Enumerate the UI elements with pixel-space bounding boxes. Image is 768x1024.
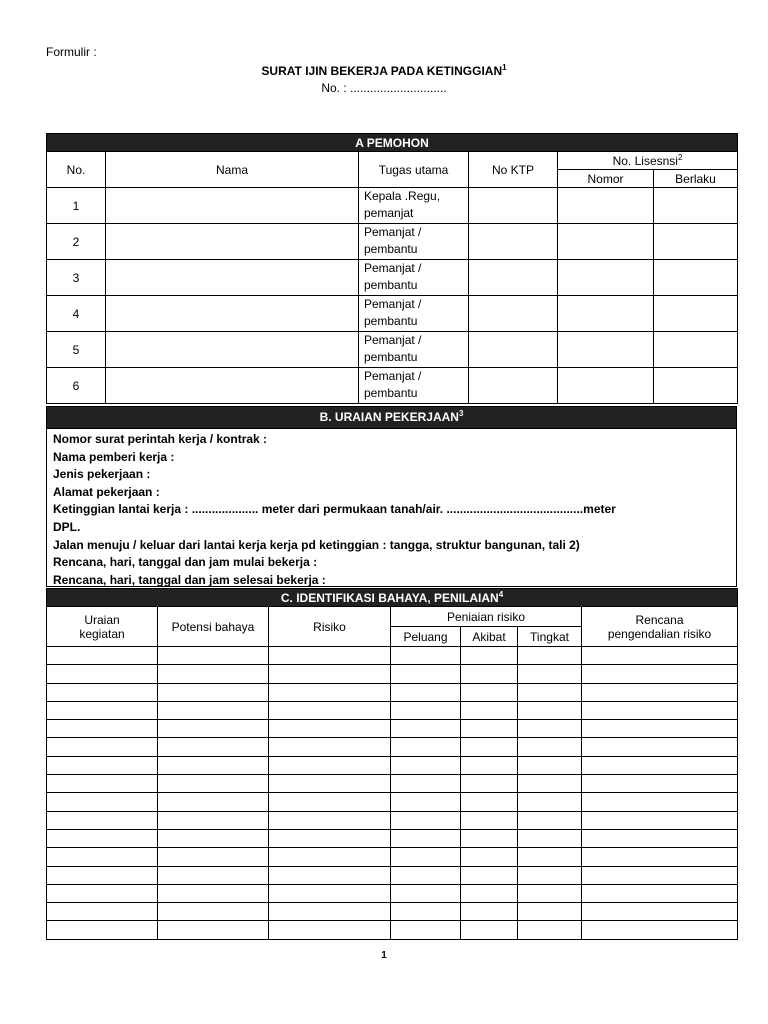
- risk-cell[interactable]: [47, 683, 158, 701]
- risk-row: [47, 829, 738, 847]
- risk-cell[interactable]: [158, 903, 269, 921]
- risk-row: [47, 811, 738, 829]
- risk-cell[interactable]: [582, 683, 738, 701]
- section-b-footnote: 3: [458, 409, 464, 418]
- uraian-line: Rencana, hari, tanggal dan jam selesai bekerja :: [53, 572, 326, 587]
- col-potensi: Potensi bahaya: [158, 607, 269, 647]
- risk-cell[interactable]: [47, 811, 158, 829]
- row-no: 4: [47, 296, 106, 332]
- nomor-cell[interactable]: [558, 260, 654, 296]
- risk-cell[interactable]: [461, 720, 518, 738]
- risk-cell[interactable]: [391, 848, 461, 866]
- berlaku-cell[interactable]: [654, 296, 738, 332]
- section-a-header: A PEMOHON: [47, 134, 738, 152]
- form-label: Formulir :: [46, 45, 97, 59]
- tugas-line-2: pemanjat: [364, 206, 414, 220]
- risk-cell[interactable]: [518, 775, 582, 793]
- tugas-line-2: pembantu: [364, 350, 418, 364]
- col-rencana: [582, 607, 738, 647]
- risk-cell[interactable]: [582, 793, 738, 811]
- identifikasi-bahaya-table: [46, 588, 738, 940]
- risk-cell[interactable]: [269, 756, 391, 774]
- risk-cell[interactable]: [158, 793, 269, 811]
- risk-cell[interactable]: [582, 701, 738, 719]
- col-no: No.: [47, 152, 106, 188]
- section-c-footnote: 4: [498, 589, 504, 599]
- risk-cell[interactable]: [269, 665, 391, 683]
- risk-cell[interactable]: [461, 884, 518, 902]
- risk-cell[interactable]: [47, 738, 158, 756]
- risk-cell[interactable]: [582, 866, 738, 884]
- nomor-cell[interactable]: [558, 332, 654, 368]
- risk-cell[interactable]: [391, 811, 461, 829]
- risk-row: [47, 903, 738, 921]
- nama-cell[interactable]: [106, 188, 359, 224]
- risk-cell[interactable]: [158, 738, 269, 756]
- risk-cell[interactable]: [461, 866, 518, 884]
- ktp-cell[interactable]: [469, 260, 558, 296]
- col-tingkat: Tingkat: [518, 627, 582, 647]
- section-b-title: B. URAIAN PEKERJAAN: [319, 410, 459, 424]
- risk-row: [47, 775, 738, 793]
- nomor-cell[interactable]: [558, 224, 654, 260]
- risk-cell[interactable]: [582, 647, 738, 665]
- risk-cell[interactable]: [582, 848, 738, 866]
- risk-cell[interactable]: [269, 848, 391, 866]
- nama-cell[interactable]: [106, 296, 359, 332]
- nama-cell[interactable]: [106, 224, 359, 260]
- row-no: 3: [47, 260, 106, 296]
- risk-row: [47, 720, 738, 738]
- col-risiko: Risiko: [269, 607, 391, 647]
- risk-cell[interactable]: [461, 647, 518, 665]
- risk-cell[interactable]: [518, 756, 582, 774]
- risk-cell[interactable]: [158, 756, 269, 774]
- tugas-line-1: Pemanjat /: [364, 333, 422, 347]
- risk-cell[interactable]: [47, 647, 158, 665]
- risk-cell[interactable]: [461, 665, 518, 683]
- risk-cell[interactable]: [269, 793, 391, 811]
- risk-cell[interactable]: [391, 775, 461, 793]
- tugas-line-1: Kepala .Regu,: [364, 189, 441, 203]
- risk-cell[interactable]: [269, 921, 391, 939]
- uraian-pekerjaan-section: [46, 406, 737, 587]
- ktp-cell[interactable]: [469, 224, 558, 260]
- berlaku-cell[interactable]: [654, 224, 738, 260]
- tugas-line-2: pembantu: [364, 314, 418, 328]
- uraian-l2: kegiatan: [79, 626, 125, 641]
- risk-cell[interactable]: [461, 921, 518, 939]
- uraian-line: Ketinggian lantai kerja : .................... meter dari permukaan tanah/air. .........................................meter: [53, 502, 616, 517]
- risk-cell[interactable]: [582, 903, 738, 921]
- risk-cell[interactable]: [518, 665, 582, 683]
- risk-cell[interactable]: [391, 921, 461, 939]
- risk-cell[interactable]: [158, 829, 269, 847]
- risk-cell[interactable]: [47, 884, 158, 902]
- uraian-line: Jalan menuju / keluar dari lantai kerja kerja pd ketinggian : tangga, struktur bangunan, tali 2): [53, 537, 580, 552]
- risk-row: [47, 866, 738, 884]
- tugas-line-2: pembantu: [364, 278, 418, 292]
- uraian-l1: Uraian: [84, 612, 120, 627]
- tugas-cell: [359, 368, 469, 404]
- risk-cell[interactable]: [461, 793, 518, 811]
- uraian-line: Rencana, hari, tanggal dan jam mulai bekerja :: [53, 555, 318, 570]
- risk-cell[interactable]: [158, 884, 269, 902]
- tugas-cell: [359, 260, 469, 296]
- row-no: 6: [47, 368, 106, 404]
- risk-cell[interactable]: [461, 738, 518, 756]
- tugas-line-1: Pemanjat /: [364, 225, 422, 239]
- risk-cell[interactable]: [582, 756, 738, 774]
- col-peluang: Peluang: [391, 627, 461, 647]
- section-c-title: C. IDENTIFIKASI BAHAYA, PENILAIAN: [280, 590, 499, 605]
- risk-cell[interactable]: [461, 811, 518, 829]
- risk-row: [47, 793, 738, 811]
- pemohon-row: [47, 260, 738, 296]
- risk-cell[interactable]: [391, 665, 461, 683]
- uraian-line: Alamat pekerjaan :: [53, 484, 160, 499]
- risk-cell[interactable]: [158, 811, 269, 829]
- tugas-line-1: Pemanjat /: [364, 261, 422, 275]
- risk-row: [47, 647, 738, 665]
- risk-cell[interactable]: [582, 921, 738, 939]
- nama-cell[interactable]: [106, 260, 359, 296]
- pemohon-row: [47, 224, 738, 260]
- risk-cell[interactable]: [461, 701, 518, 719]
- uraian-line: Nama pemberi kerja :: [53, 449, 175, 464]
- risk-cell[interactable]: [269, 738, 391, 756]
- risk-row: [47, 848, 738, 866]
- risk-row: [47, 701, 738, 719]
- risk-cell[interactable]: [269, 720, 391, 738]
- risk-cell[interactable]: [518, 829, 582, 847]
- risk-cell[interactable]: [518, 811, 582, 829]
- pemohon-row: [47, 188, 738, 224]
- tugas-cell: [359, 188, 469, 224]
- risk-cell[interactable]: [158, 665, 269, 683]
- risk-cell[interactable]: [518, 793, 582, 811]
- risk-cell[interactable]: [391, 756, 461, 774]
- risk-cell[interactable]: [582, 811, 738, 829]
- col-akibat: Akibat: [461, 627, 518, 647]
- risk-cell[interactable]: [582, 775, 738, 793]
- risk-row: [47, 665, 738, 683]
- col-uraian: [47, 607, 158, 647]
- col-lisensi: [558, 152, 738, 170]
- risk-cell[interactable]: [47, 720, 158, 738]
- risk-cell[interactable]: [518, 921, 582, 939]
- risk-cell[interactable]: [47, 921, 158, 939]
- risk-row: [47, 884, 738, 902]
- row-no: 5: [47, 332, 106, 368]
- risk-cell[interactable]: [461, 775, 518, 793]
- risk-cell[interactable]: [518, 884, 582, 902]
- risk-cell[interactable]: [158, 848, 269, 866]
- risk-cell[interactable]: [461, 829, 518, 847]
- risk-cell[interactable]: [391, 701, 461, 719]
- risk-cell[interactable]: [47, 701, 158, 719]
- risk-cell[interactable]: [158, 647, 269, 665]
- risk-cell[interactable]: [391, 738, 461, 756]
- berlaku-cell[interactable]: [654, 188, 738, 224]
- risk-cell[interactable]: [391, 683, 461, 701]
- risk-cell[interactable]: [582, 829, 738, 847]
- page-number: 1: [381, 950, 387, 961]
- tugas-cell: [359, 332, 469, 368]
- risk-cell[interactable]: [518, 647, 582, 665]
- nama-cell[interactable]: [106, 332, 359, 368]
- row-no: 1: [47, 188, 106, 224]
- tugas-line-1: Pemanjat /: [364, 369, 422, 383]
- pemohon-row: [47, 296, 738, 332]
- risk-cell[interactable]: [518, 701, 582, 719]
- risk-cell[interactable]: [518, 720, 582, 738]
- risk-cell[interactable]: [47, 756, 158, 774]
- risk-row: [47, 921, 738, 939]
- pemohon-row: [47, 368, 738, 404]
- nama-cell[interactable]: [106, 368, 359, 404]
- risk-cell[interactable]: [391, 866, 461, 884]
- risk-cell[interactable]: [518, 903, 582, 921]
- risk-cell[interactable]: [461, 848, 518, 866]
- ktp-cell[interactable]: [469, 368, 558, 404]
- berlaku-cell[interactable]: [654, 368, 738, 404]
- col-penilaian: Peniaian risiko: [391, 607, 582, 627]
- document-number: No. : .............................: [321, 81, 447, 95]
- risk-cell[interactable]: [158, 921, 269, 939]
- risk-cell[interactable]: [47, 903, 158, 921]
- col-berlaku: Berlaku: [654, 170, 738, 188]
- risk-cell[interactable]: [518, 738, 582, 756]
- tugas-line-1: Pemanjat /: [364, 297, 422, 311]
- risk-cell[interactable]: [158, 775, 269, 793]
- ktp-cell[interactable]: [469, 296, 558, 332]
- risk-cell[interactable]: [47, 793, 158, 811]
- risk-cell[interactable]: [269, 683, 391, 701]
- risk-cell[interactable]: [461, 903, 518, 921]
- risk-row: [47, 738, 738, 756]
- uraian-line: Jenis pekerjaan :: [53, 467, 151, 482]
- tugas-cell: [359, 224, 469, 260]
- rencana-l1: Rencana: [635, 612, 684, 627]
- berlaku-cell[interactable]: [654, 260, 738, 296]
- risk-cell[interactable]: [47, 775, 158, 793]
- risk-cell[interactable]: [158, 683, 269, 701]
- risk-cell[interactable]: [391, 647, 461, 665]
- risk-cell[interactable]: [269, 775, 391, 793]
- risk-cell[interactable]: [269, 829, 391, 847]
- risk-cell[interactable]: [461, 683, 518, 701]
- risk-cell[interactable]: [582, 720, 738, 738]
- section-b-header: [46, 406, 737, 429]
- risk-row: [47, 756, 738, 774]
- risk-cell[interactable]: [391, 903, 461, 921]
- risk-cell[interactable]: [391, 720, 461, 738]
- risk-cell[interactable]: [269, 903, 391, 921]
- rencana-l2: pengendalian risiko: [607, 626, 712, 641]
- risk-cell[interactable]: [158, 701, 269, 719]
- tugas-line-2: pembantu: [364, 386, 418, 400]
- title-footnote: 1: [502, 63, 507, 72]
- risk-cell[interactable]: [269, 647, 391, 665]
- risk-cell[interactable]: [582, 884, 738, 902]
- risk-cell[interactable]: [269, 811, 391, 829]
- lisensi-label: No. Lisesnsi: [612, 153, 678, 168]
- title-text: SURAT IJIN BEKERJA PADA KETINGGIAN: [261, 64, 503, 78]
- risk-cell[interactable]: [269, 866, 391, 884]
- risk-cell[interactable]: [518, 848, 582, 866]
- risk-cell[interactable]: [158, 720, 269, 738]
- document-title: [0, 64, 768, 78]
- col-nama: Nama: [106, 152, 359, 188]
- tugas-line-2: pembantu: [364, 242, 418, 256]
- risk-cell[interactable]: [47, 829, 158, 847]
- nomor-cell[interactable]: [558, 368, 654, 404]
- risk-cell[interactable]: [391, 884, 461, 902]
- berlaku-cell[interactable]: [654, 332, 738, 368]
- risk-cell[interactable]: [269, 884, 391, 902]
- lisensi-footnote: 2: [677, 152, 683, 162]
- risk-cell[interactable]: [158, 866, 269, 884]
- nomor-cell[interactable]: [558, 188, 654, 224]
- risk-cell[interactable]: [47, 848, 158, 866]
- risk-cell[interactable]: [47, 866, 158, 884]
- col-tugas: Tugas utama: [359, 152, 469, 188]
- pemohon-row: [47, 332, 738, 368]
- tugas-cell: [359, 296, 469, 332]
- uraian-line: DPL.: [53, 519, 81, 534]
- risk-row: [47, 683, 738, 701]
- risk-cell[interactable]: [518, 683, 582, 701]
- risk-cell[interactable]: [47, 665, 158, 683]
- risk-cell[interactable]: [391, 793, 461, 811]
- nomor-cell[interactable]: [558, 296, 654, 332]
- section-c-header: [47, 589, 738, 607]
- risk-cell[interactable]: [582, 665, 738, 683]
- risk-cell[interactable]: [461, 756, 518, 774]
- uraian-line: Nomor surat perintah kerja / kontrak :: [53, 432, 268, 446]
- risk-cell[interactable]: [518, 866, 582, 884]
- section-b-body: [46, 429, 737, 587]
- risk-cell[interactable]: [582, 738, 738, 756]
- ktp-cell[interactable]: [469, 332, 558, 368]
- col-nomor: Nomor: [558, 170, 654, 188]
- pemohon-table: [46, 133, 738, 404]
- row-no: 2: [47, 224, 106, 260]
- col-ktp: No KTP: [469, 152, 558, 188]
- risk-cell[interactable]: [391, 829, 461, 847]
- risk-cell[interactable]: [269, 701, 391, 719]
- ktp-cell[interactable]: [469, 188, 558, 224]
